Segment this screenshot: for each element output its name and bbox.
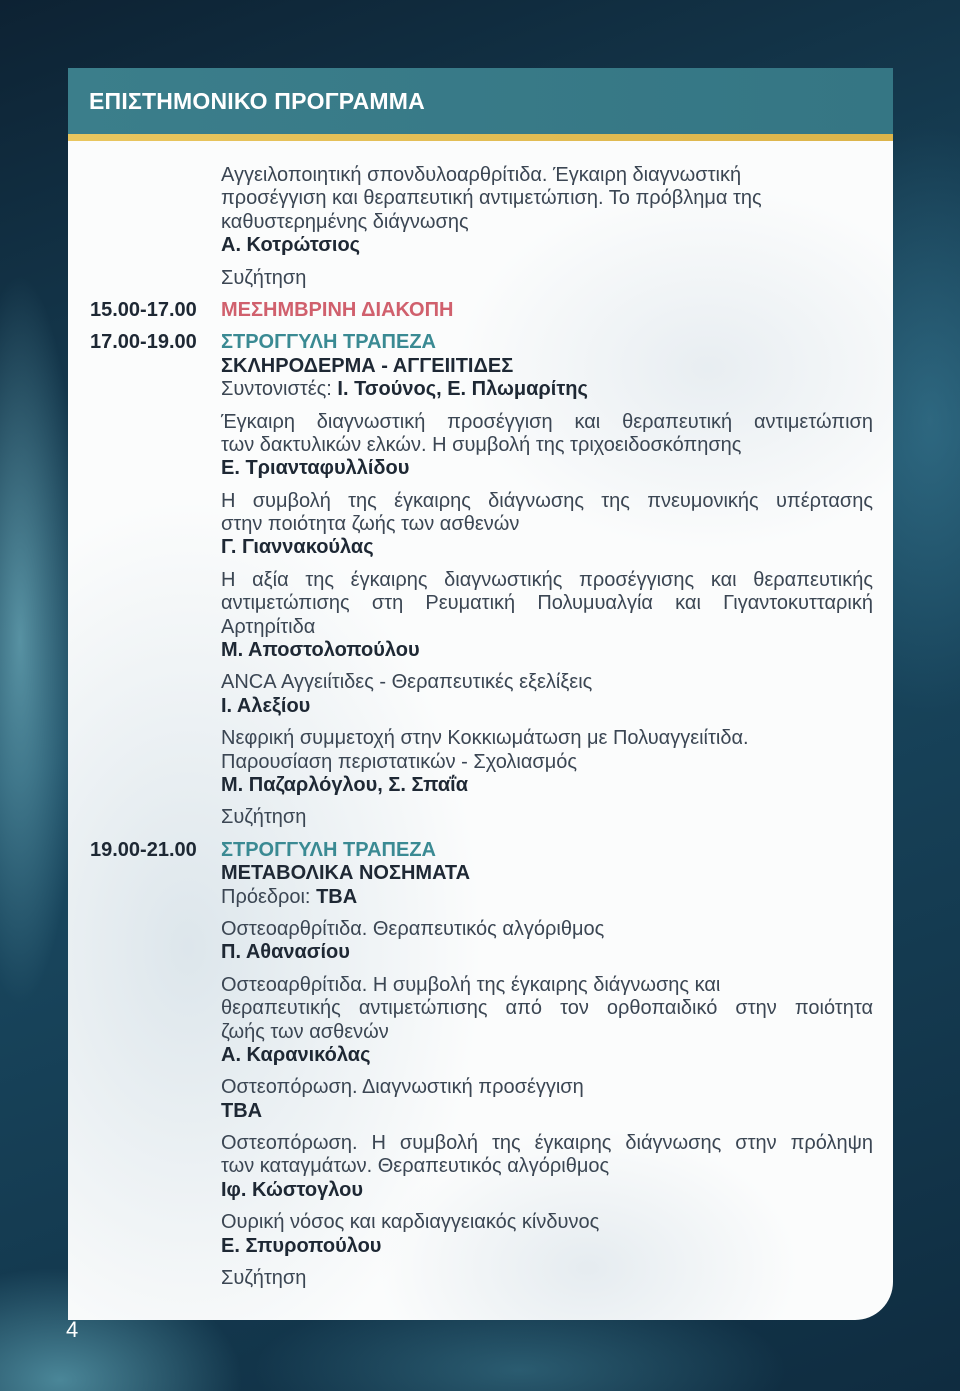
session-header — [90, 839, 885, 909]
chairs-label: Συντονιστές: — [221, 378, 332, 401]
program-item — [90, 1132, 885, 1202]
speaker-name: Π. Αθανασίου — [221, 941, 350, 964]
talk-title-line: στην ποιότητα ζωής των ασθενών — [221, 513, 520, 536]
section-header — [68, 68, 893, 134]
time-column-spacer — [90, 490, 221, 513]
session-type: ΣΤΡΟΓΓΥΛΗ ΤΡΑΠΕΖΑ — [221, 331, 436, 354]
speaker-name: Ε. Τριανταφυλλίδου — [221, 457, 410, 480]
time-column-spacer — [90, 1211, 221, 1234]
session-chairs — [221, 886, 873, 909]
session-time: 17.00-19.00 — [90, 331, 197, 354]
program-item — [90, 1076, 885, 1123]
time-column-spacer — [90, 727, 221, 750]
time-column-spacer — [90, 1267, 221, 1290]
speaker-name: Α. Κοτρώτσιος — [221, 234, 361, 257]
gold-divider — [68, 134, 893, 141]
program-item — [90, 1211, 885, 1258]
program-item — [90, 806, 885, 829]
time-column-spacer — [90, 569, 221, 592]
talk-title-line: Η αξία της έγκαιρης διαγνωστικής προσέγγισης και θεραπευτικής — [221, 568, 873, 591]
chairs-label: Πρόεδροι: — [221, 885, 311, 908]
talk-title-line: αντιμετώπισης στη Ρευματική Πολυμυαλγία και Γιγαντοκυτταρική — [221, 592, 873, 615]
session-title: ΣΚΛΗΡΟΔΕΡΜΑ - ΑΓΓΕΙΙΤΙΔΕΣ — [221, 354, 514, 377]
talk-title-line: ANCA Αγγειίτιδες - Θεραπευτικές εξελίξεις — [221, 671, 593, 694]
program-item — [90, 974, 885, 1068]
page-number: 4 — [66, 1317, 79, 1342]
section-title: ΕΠΙΣΤΗΜΟΝΙΚΟ ΠΡΟΓΡΑΜΜΑ — [89, 88, 425, 114]
speaker-name: Ε. Σπυροπούλου — [221, 1234, 382, 1257]
talk-title-line: προσέγγιση και θεραπευτική αντιμετώπιση. Το πρόβλημα της — [221, 187, 762, 210]
program-item — [90, 411, 885, 481]
talk-title-line: Η συμβολή της έγκαιρης διάγνωσης της πνευμονικής υπέρτασης — [221, 489, 873, 512]
program-item — [90, 918, 885, 965]
talk-title-line: των καταγμάτων. Θεραπευτικός αλγόριθμος — [221, 1155, 610, 1178]
session-title: ΜΕΤΑΒΟΛΙΚΑ ΝΟΣΗΜΑΤΑ — [221, 862, 471, 885]
program-schedule — [90, 164, 885, 1290]
time-column-spacer — [90, 671, 221, 694]
time-column-spacer — [90, 1132, 221, 1155]
time-column-spacer — [90, 267, 221, 290]
speaker-name: Γ. Γιαννακούλας — [221, 536, 374, 559]
speaker-name: Μ. Αποστολοπούλου — [221, 639, 420, 662]
talk-title-line: Αγγειλοποιητική σπονδυλοαρθρίτιδα. Έγκαιρη διαγνωστική — [221, 164, 742, 186]
speaker-name: Ι. Αλεξίου — [221, 694, 311, 717]
time-column-spacer — [90, 164, 221, 187]
content-panel — [68, 68, 893, 1320]
discussion-label: Συζήτηση — [221, 1267, 307, 1290]
program-item — [90, 727, 885, 797]
break-label: ΜΕΣΗΜΒΡΙΝΗ ΔΙΑΚΟΠΗ — [221, 298, 454, 321]
session-header — [90, 331, 885, 401]
talk-title-line: Οστεοπόρωση. Η συμβολή της έγκαιρης διάγνωσης στην πρόληψη — [221, 1132, 873, 1155]
speaker-name: Α. Καρανικόλας — [221, 1043, 371, 1066]
talk-title-line: Οστεοαρθρίτιδα. Η συμβολή της έγκαιρης διάγνωσης και — [221, 973, 721, 996]
speaker-name: Ιφ. Κώστογλου — [221, 1178, 363, 1201]
program-item — [90, 1267, 885, 1290]
time-column-spacer — [90, 974, 221, 997]
talk-title-line: Παρουσίαση περιστατικών - Σχολιασμός — [221, 750, 578, 773]
time-column-spacer — [90, 411, 221, 434]
program-item — [90, 569, 885, 663]
program-item — [90, 490, 885, 560]
speaker-name: Μ. Παζαρλόγλου, Σ. Σπαΐα — [221, 773, 469, 796]
talk-title-line: Αρτηρίτιδα — [221, 615, 316, 638]
session-time: 15.00-17.00 — [90, 298, 197, 321]
talk-title-line: ζωής των ασθενών — [221, 1020, 389, 1043]
talk-title-line: Ουρική νόσος και καρδιαγγειακός κίνδυνος — [221, 1211, 600, 1234]
session-type: ΣΤΡΟΓΓΥΛΗ ΤΡΑΠΕΖΑ — [221, 838, 436, 861]
talk-title-line: Νεφρική συμμετοχή στην Κοκκιωμάτωση με Πολυαγγειίτιδα. — [221, 727, 749, 750]
time-column-spacer — [90, 806, 221, 829]
chairs-names: Ι. Τσούνος, Ε. Πλωμαρίτης — [337, 378, 588, 401]
talk-title-line: Έγκαιρη διαγνωστική προσέγγιση και θεραπευτική αντιμετώπιση — [221, 410, 873, 433]
talk-title-line: καθυστερημένης διάγνωσης — [221, 210, 469, 233]
time-column-spacer — [90, 1076, 221, 1099]
break-item — [90, 299, 885, 322]
program-item — [90, 164, 885, 258]
program-item — [90, 671, 885, 718]
talk-title-line: Οστεοαρθρίτιδα. Θεραπευτικός αλγόριθμος — [221, 917, 605, 940]
session-time: 19.00-21.00 — [90, 838, 197, 861]
time-column-spacer — [90, 918, 221, 941]
session-chairs — [221, 378, 873, 401]
speaker-name: TBA — [221, 1099, 263, 1122]
talk-title-line: Οστεοπόρωση. Διαγνωστική προσέγγιση — [221, 1076, 584, 1099]
discussion-label: Συζήτηση — [221, 806, 307, 829]
program-item-content — [221, 164, 873, 258]
talk-title-line: των δακτυλικών ελκών. Η συμβολή της τριχοειδοσκόπησης — [221, 433, 742, 456]
discussion-label: Συζήτηση — [221, 266, 307, 289]
talk-title-line: θεραπευτικής αντιμετώπισης από τον ορθοπαιδικό στην ποιότητα — [221, 997, 873, 1020]
chairs-names: TBA — [316, 885, 358, 908]
program-item — [90, 267, 885, 290]
